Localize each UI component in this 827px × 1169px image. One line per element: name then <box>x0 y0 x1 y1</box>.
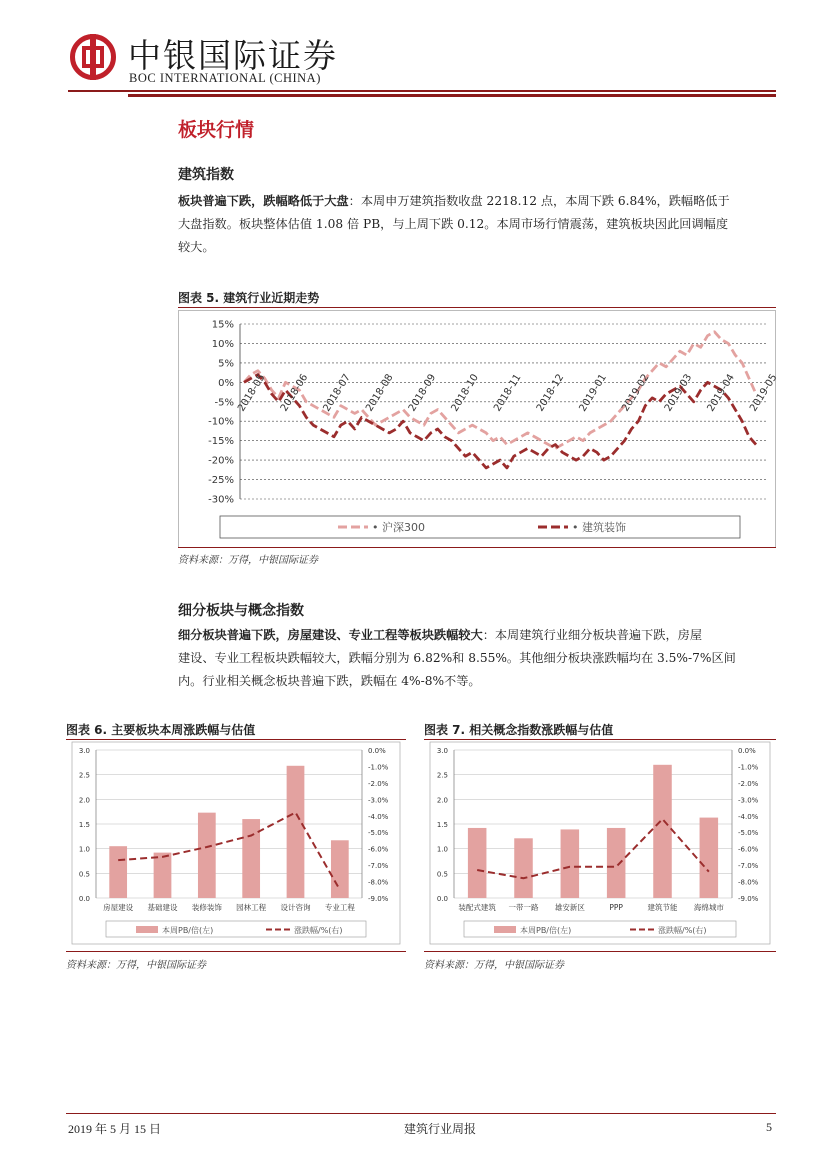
y-left-tick-label: 0.5 <box>78 870 90 879</box>
x-tick-label: 装配式建筑 <box>458 903 496 912</box>
colon: ： <box>482 628 495 642</box>
x-tick-label: 2018-10 <box>449 372 481 414</box>
paragraph-text: 较大。 <box>178 240 215 254</box>
header-rule <box>68 90 776 92</box>
x-tick-label: 专业工程 <box>324 903 355 912</box>
x-tick-label: 2018-05 <box>236 372 268 414</box>
legend-label: 本周PB/倍(左) <box>520 926 572 935</box>
chart-frame <box>72 742 400 944</box>
x-tick-label: 2018-12 <box>534 372 567 414</box>
y-left-tick-label: 3.0 <box>78 747 90 755</box>
y-right-tick-label: -9.0% <box>738 895 759 903</box>
figure-rule <box>66 951 406 952</box>
x-tick-label: 雄安新区 <box>554 903 585 912</box>
bar <box>287 766 305 898</box>
figure-source: 资料来源：万得，中银国际证券 <box>424 960 564 971</box>
paragraph-1 <box>178 190 776 259</box>
legend-label: 涨跌幅/%(右) <box>658 926 707 935</box>
y-tick-label: 5% <box>218 358 234 370</box>
legend-label: 涨跌幅/%(右) <box>294 926 343 935</box>
y-tick-label: -10% <box>208 416 234 428</box>
x-tick-label: 2018-06 <box>278 372 311 414</box>
x-tick-label: 设计咨询 <box>280 903 311 912</box>
y-tick-label: -20% <box>208 455 234 467</box>
x-tick-label: PPP <box>609 903 623 912</box>
x-tick-label: 2019-03 <box>662 372 695 414</box>
x-tick-label: 2019-04 <box>705 372 737 414</box>
bar <box>653 765 672 898</box>
chart-frame <box>179 311 776 548</box>
y-left-tick-label: 1.0 <box>78 845 90 854</box>
bar <box>607 828 626 898</box>
figure-rule <box>424 951 776 952</box>
y-tick-label: -30% <box>208 494 234 506</box>
y-right-tick-label: 0.0% <box>738 747 756 755</box>
bar <box>514 838 533 898</box>
paragraph-2 <box>178 624 776 693</box>
x-tick-label: 2019-05 <box>748 372 780 414</box>
y-left-tick-label: 2.0 <box>78 796 90 805</box>
line-chart <box>178 310 780 548</box>
x-tick-label: 2019-01 <box>577 372 609 414</box>
x-tick-label: 2018-07 <box>321 372 353 414</box>
header-rule-thick <box>128 94 776 97</box>
paragraph-lead: 板块普遍下跌，跌幅略低于大盘 <box>178 194 349 208</box>
paragraph-text: 内。行业相关概念板块普遍下跌，跌幅在 4%-8%不等。 <box>178 674 481 688</box>
bar <box>242 819 260 898</box>
brand-name-en: BOC INTERNATIONAL (CHINA) <box>129 71 321 85</box>
y-right-tick-label: -3.0% <box>738 796 759 805</box>
subsection-title: 细分板块与概念指数 <box>178 603 304 619</box>
bar <box>198 813 216 898</box>
y-right-tick-label: -7.0% <box>738 862 759 871</box>
subsection-title: 建筑指数 <box>178 167 234 183</box>
x-tick-label: 2018-09 <box>406 372 439 414</box>
figure-title: 图表 6. 主要板块本周涨跌幅与估值 <box>66 723 256 737</box>
x-tick-label: 房屋建设 <box>103 903 134 912</box>
y-left-tick-label: 1.0 <box>436 845 448 854</box>
x-tick-label: 建筑节能 <box>647 903 678 912</box>
section-title: 板块行情 <box>178 119 255 141</box>
figure-rule <box>178 547 776 548</box>
y-right-tick-label: -3.0% <box>368 796 389 805</box>
paragraph-text: 建设、专业工程板块跌幅较大，跌幅分别为 6.82%和 8.55%。其他细分板块涨跌幅均在 3.5%-7%区间 <box>178 651 736 665</box>
y-tick-label: 0% <box>218 377 234 389</box>
bar <box>109 846 127 898</box>
y-right-tick-label: -9.0% <box>368 895 389 903</box>
footer-rule <box>66 1113 776 1114</box>
y-right-tick-label: -2.0% <box>738 779 759 788</box>
x-tick-label: 基础建设 <box>147 903 178 912</box>
y-left-tick-label: 0.0 <box>78 895 90 903</box>
paragraph-lead: 细分板块普遍下跌，房屋建设、专业工程等板块跌幅较大 <box>178 628 483 642</box>
legend-box <box>220 516 740 538</box>
x-tick-label: 装修装饰 <box>191 903 222 912</box>
x-tick-label: 2019-02 <box>620 372 652 414</box>
figure-title: 图表 7. 相关概念指数涨跌幅与估值 <box>424 723 614 737</box>
bar <box>700 818 719 898</box>
y-right-tick-label: -4.0% <box>368 812 389 821</box>
x-tick-label: 2018-08 <box>364 372 396 414</box>
y-right-tick-label: -1.0% <box>368 763 389 772</box>
paragraph-text: 大盘指数。板块整体估值 1.08 倍 PB，与上周下跌 0.12。本周市场行情震荡，建筑板块因此回调幅度 <box>178 217 729 231</box>
y-right-tick-label: -4.0% <box>738 812 759 821</box>
x-tick-label: 园林工程 <box>236 903 267 912</box>
legend-swatch <box>494 926 516 933</box>
legend-swatch <box>136 926 158 933</box>
bar-line-chart <box>424 740 776 950</box>
figure-source: 资料来源：万得，中银国际证券 <box>178 555 318 566</box>
y-left-tick-label: 0.0 <box>436 895 448 903</box>
footer-title: 建筑行业周报 <box>404 1122 477 1136</box>
y-tick-label: -5% <box>214 397 234 409</box>
logo-square <box>82 46 104 68</box>
y-left-tick-label: 1.5 <box>436 821 448 829</box>
y-right-tick-label: -1.0% <box>738 763 759 772</box>
legend-label: • 沪深300 <box>372 521 425 534</box>
x-tick-label: 海绵城市 <box>693 903 724 912</box>
y-right-tick-label: -6.0% <box>738 845 759 854</box>
paragraph-text: 本周建筑行业细分板块普遍下跌，房屋 <box>494 628 703 642</box>
y-right-tick-label: -5.0% <box>368 829 389 838</box>
bar-line-chart <box>66 740 406 950</box>
colon: ： <box>348 194 361 208</box>
y-tick-label: -25% <box>208 475 234 487</box>
page-number: 5 <box>766 1120 772 1134</box>
x-tick-label: 一带一路 <box>508 903 539 912</box>
figure-title: 图表 5. 建筑行业近期走势 <box>178 291 320 305</box>
figure-rule <box>178 307 776 308</box>
x-tick-label: 2018-11 <box>492 372 524 414</box>
y-tick-label: 15% <box>211 319 234 331</box>
y-tick-label: 10% <box>211 338 234 350</box>
y-right-tick-label: -8.0% <box>738 878 759 887</box>
paragraph-text: 本周申万建筑指数收盘 2218.12 点，本周下跌 6.84%，跌幅略低于 <box>360 194 730 208</box>
y-left-tick-label: 2.5 <box>436 771 448 780</box>
y-left-tick-label: 1.5 <box>78 821 90 829</box>
y-right-tick-label: 0.0% <box>368 747 386 755</box>
bar <box>154 853 172 898</box>
legend-label: • 建筑装饰 <box>572 521 626 534</box>
y-right-tick-label: -6.0% <box>368 845 389 854</box>
y-right-tick-label: -8.0% <box>368 878 389 887</box>
y-right-tick-label: -7.0% <box>368 862 389 871</box>
y-tick-label: -15% <box>208 436 234 448</box>
y-left-tick-label: 0.5 <box>436 870 448 879</box>
y-left-tick-label: 3.0 <box>436 747 448 755</box>
bar <box>561 829 580 898</box>
y-right-tick-label: -2.0% <box>368 779 389 788</box>
bar <box>331 840 349 898</box>
y-right-tick-label: -5.0% <box>738 829 759 838</box>
y-left-tick-label: 2.0 <box>436 796 448 805</box>
y-left-tick-label: 2.5 <box>78 771 90 780</box>
legend-label: 本周PB/倍(左) <box>162 926 214 935</box>
brand-name-cn: 中银国际证券 <box>128 36 338 75</box>
figure-source: 资料来源：万得，中银国际证券 <box>66 960 206 971</box>
bar <box>468 828 487 898</box>
footer-date: 2019 年 5 月 15 日 <box>68 1122 162 1136</box>
